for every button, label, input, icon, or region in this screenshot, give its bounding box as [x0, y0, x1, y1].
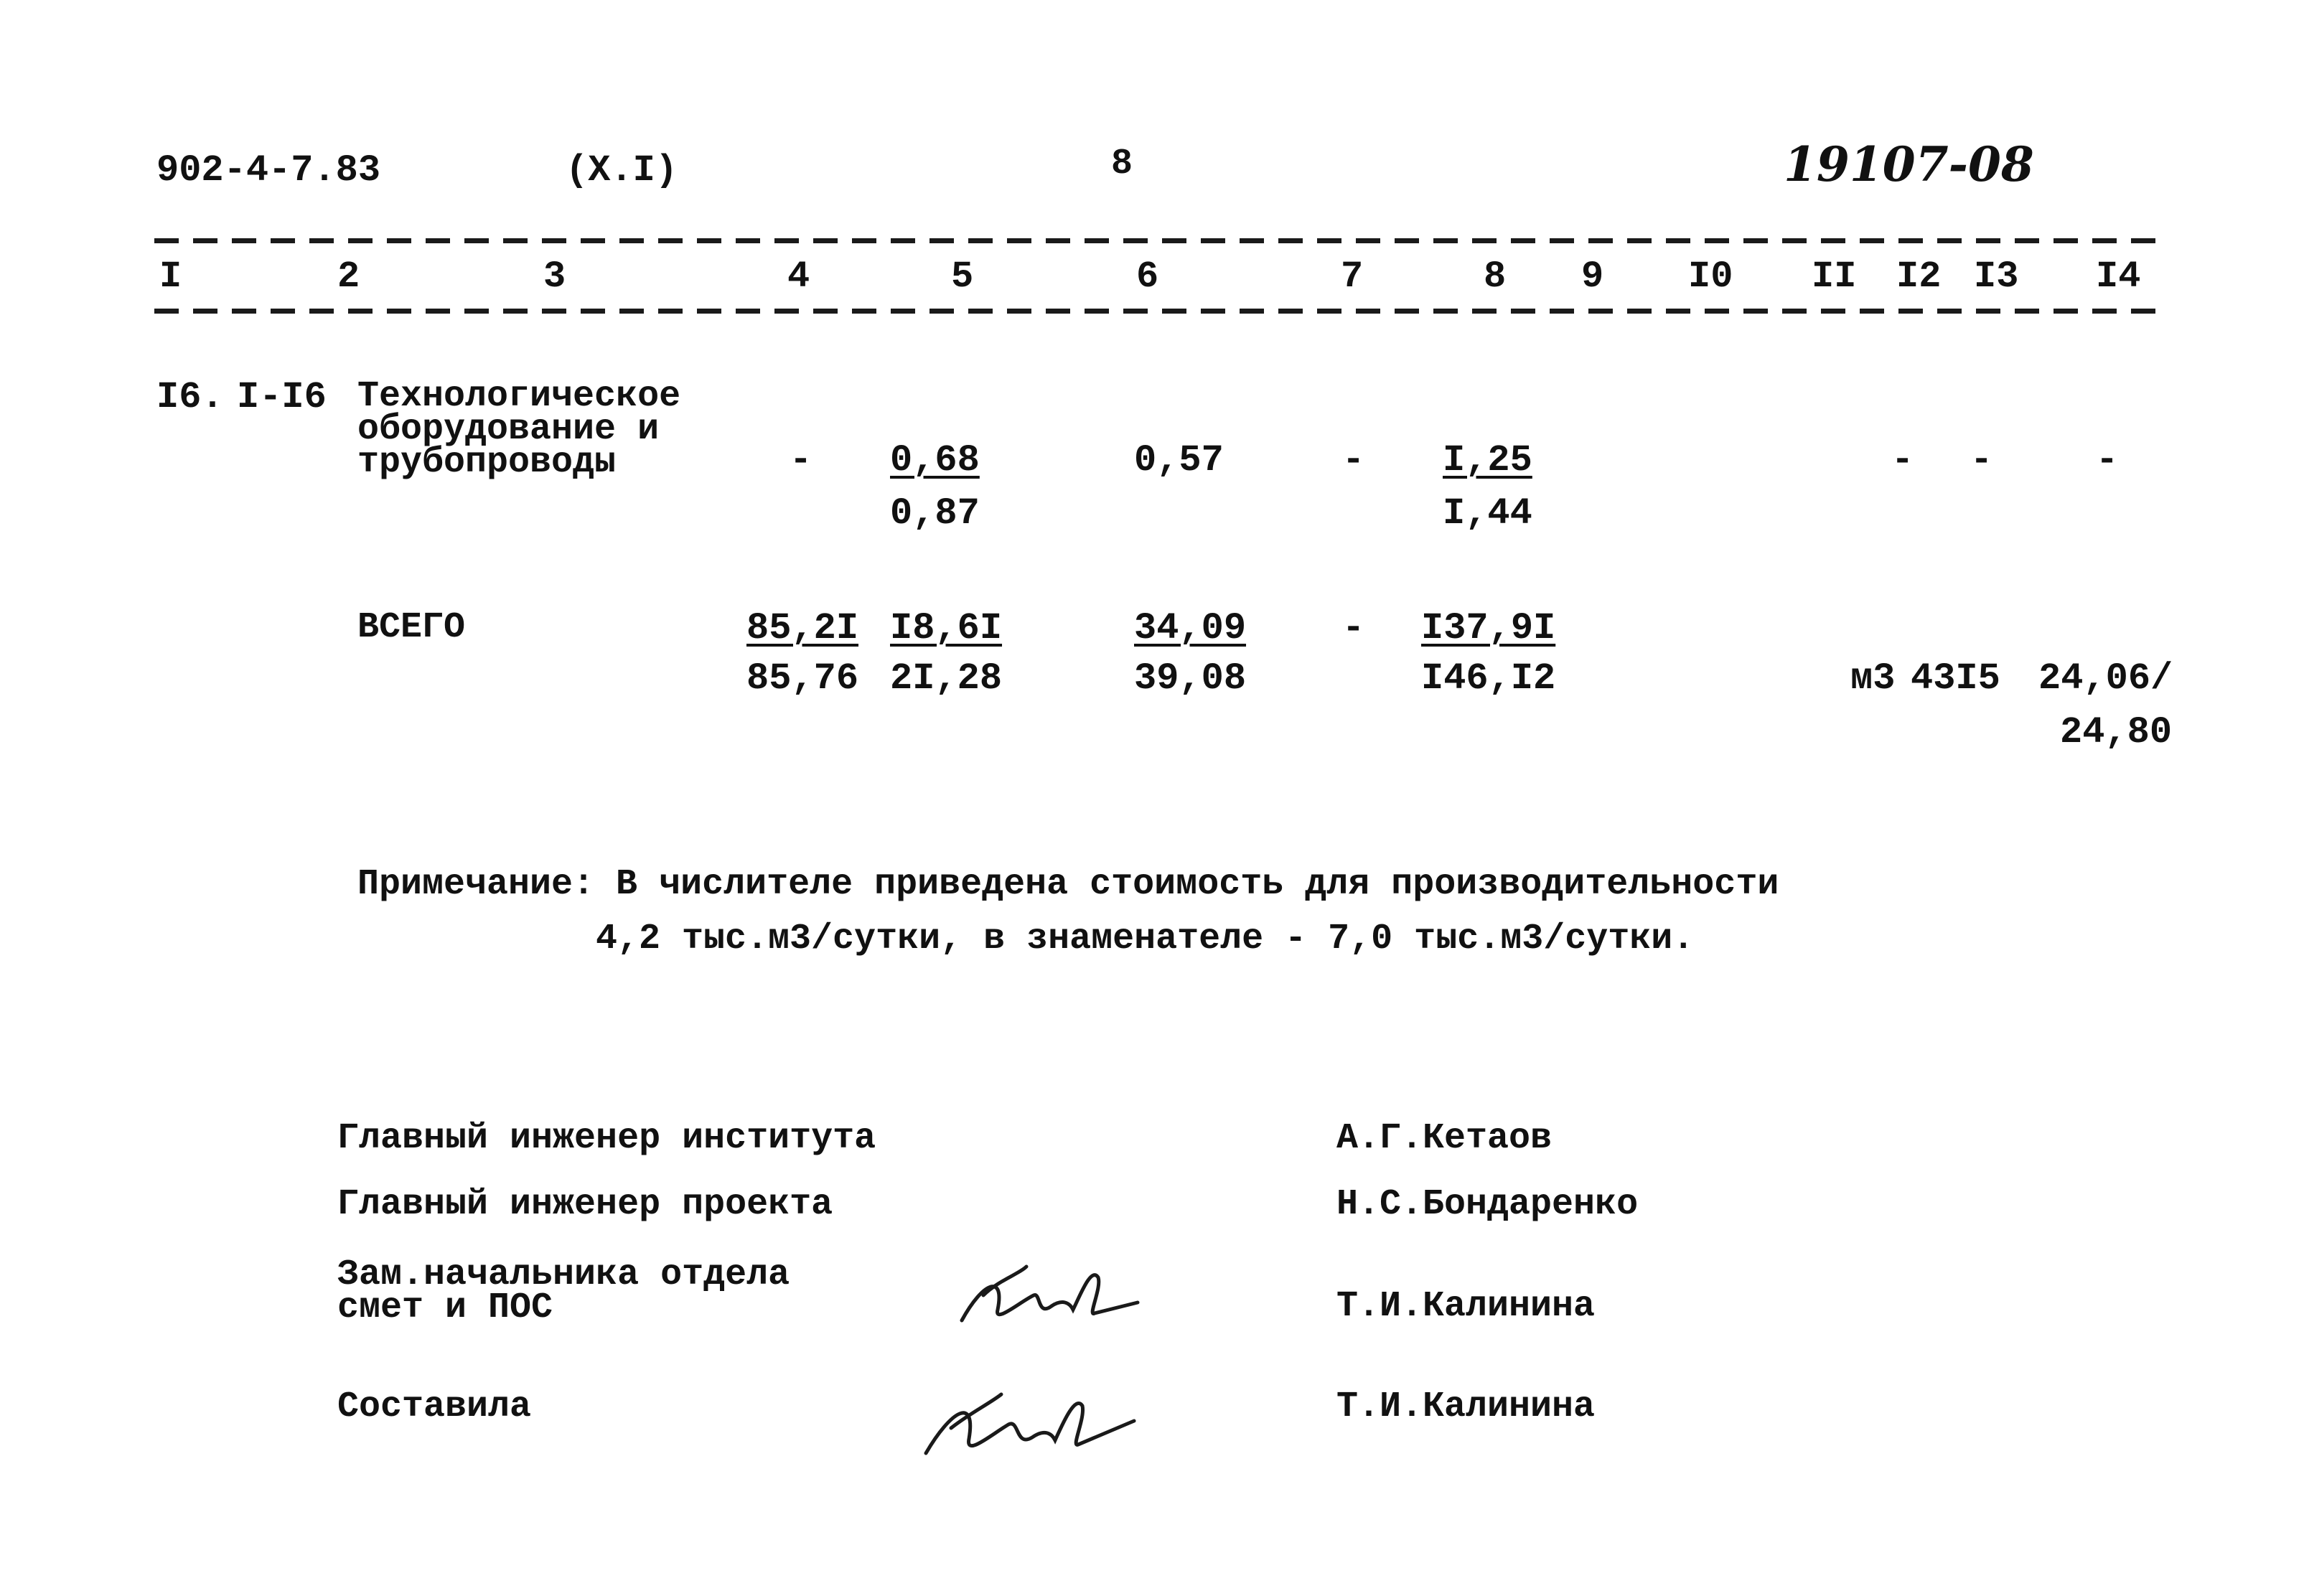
column-number: 5	[951, 255, 974, 298]
row-name-line: оборудование и	[357, 409, 660, 450]
cell-col8-numerator: I,25	[1443, 439, 1532, 482]
total-col4-denominator: 85,76	[746, 657, 859, 700]
total-col14-line1: 24,06/	[2038, 657, 2173, 700]
column-number: 4	[787, 255, 810, 298]
signatory-name: А.Г.Кетаов	[1336, 1118, 1553, 1159]
column-number: I2	[1896, 255, 1942, 298]
signatory-name: Т.И.Калинина	[1336, 1286, 1596, 1327]
total-col8-numerator: I37,9I	[1421, 607, 1556, 649]
handwritten-signature	[919, 1381, 1141, 1468]
column-number: I	[159, 255, 182, 298]
cell-col14: -	[2096, 439, 2119, 482]
column-number: 6	[1136, 255, 1159, 298]
total-label: ВСЕГО	[357, 607, 466, 648]
total-col6-denominator: 39,08	[1134, 657, 1247, 700]
stamp-number: 19107-08	[1784, 136, 2034, 192]
column-number: 8	[1484, 255, 1507, 298]
signatory-role-line: Зам.начальника отдела	[337, 1254, 790, 1295]
total-col6-numerator: 34,09	[1134, 607, 1247, 649]
page-number: 8	[1111, 144, 1133, 184]
row-name-line: Технологическое	[357, 376, 681, 417]
signatory-role-line: смет и ПОС	[337, 1287, 553, 1328]
column-number: 7	[1341, 255, 1364, 298]
row-number: I6.	[156, 376, 224, 418]
column-number: 2	[337, 255, 360, 298]
total-col5-denominator: 2I,28	[890, 657, 1003, 700]
document-code: 902-4-7.83	[156, 149, 381, 192]
total-col5-numerator: I8,6I	[890, 607, 1003, 649]
total-capacity: 43I5	[1911, 657, 2000, 700]
cell-col13: -	[1970, 439, 1993, 482]
row-code: I-I6	[237, 376, 327, 418]
header-rule-top	[154, 238, 2157, 243]
cell-col5-denominator: 0,87	[890, 492, 980, 535]
cell-col6: 0,57	[1134, 439, 1224, 482]
signatory-name: Н.С.Бондаренко	[1336, 1184, 1639, 1225]
column-number: I0	[1688, 255, 1733, 298]
album-number: (X.I)	[566, 149, 678, 192]
cell-col7: -	[1342, 439, 1365, 482]
total-col7: -	[1342, 607, 1365, 649]
column-number: 3	[543, 255, 566, 298]
total-unit: м3	[1850, 657, 1896, 700]
total-col4-numerator: 85,2I	[746, 607, 859, 649]
signatory-name: Т.И.Калинина	[1336, 1386, 1596, 1427]
signatory-role: Главный инженер института	[337, 1118, 876, 1159]
handwritten-signature	[955, 1252, 1148, 1338]
column-number: I3	[1974, 255, 2019, 298]
total-col14-line2: 24,80	[2060, 711, 2173, 754]
cell-col12: -	[1891, 439, 1914, 482]
column-number: I4	[2096, 255, 2141, 298]
column-number: 9	[1581, 255, 1604, 298]
column-number: II	[1812, 255, 1857, 298]
cell-col8-denominator: I,44	[1443, 492, 1532, 535]
signatory-role: Составила	[337, 1386, 532, 1427]
note-line: 4,2 тыс.м3/сутки, в знаменателе - 7,0 тыс.м3/сутки.	[596, 919, 1695, 959]
cell-col5-numerator: 0,68	[890, 439, 980, 482]
row-name-line: трубопроводы	[357, 442, 617, 483]
cell-col4: -	[790, 439, 813, 482]
note-line: Примечание: В числителе приведена стоимость для производительности	[357, 864, 1779, 905]
header-rule-bottom	[154, 309, 2157, 314]
signatory-role: Главный инженер проекта	[337, 1184, 833, 1225]
total-col8-denominator: I46,I2	[1421, 657, 1556, 700]
